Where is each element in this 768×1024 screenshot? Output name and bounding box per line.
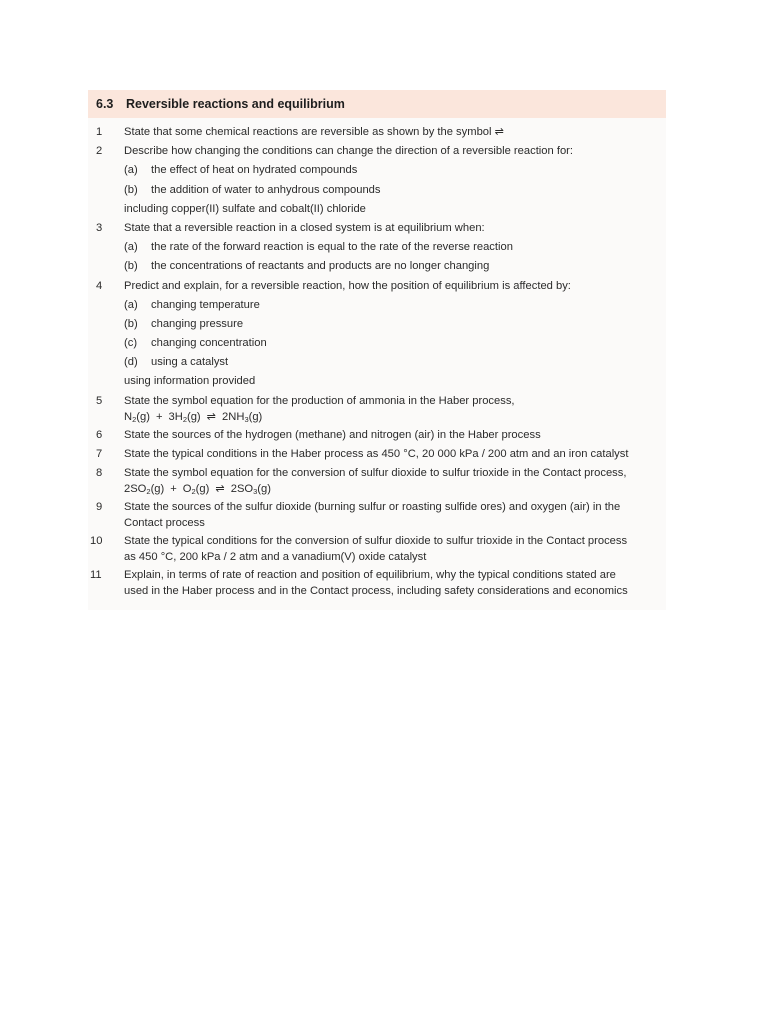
list-item [88,393,666,427]
item-text: State the typical conditions in the Haber process as 450 °C, 20 000 kPa / 200 atm and an iron catalyst [124,447,629,460]
sub-item-letter: (d) [124,356,138,369]
item-number: 10 [90,535,103,547]
section-header [88,90,666,118]
item-text: Predict and explain, for a reversible reaction, how the position of equilibrium is affected by: [124,279,571,292]
eq-plus: + [170,483,177,495]
eq-state: (g) [195,483,210,495]
eq-term: O [182,483,192,495]
sub-item-text: changing pressure [151,317,244,330]
list-item [88,446,666,465]
item-text-line: Explain, in terms of rate of reaction and position of equilibrium, why the typical conditions stated are [124,569,616,581]
item-number: 3 [96,221,103,234]
eq-subscript: 2 [132,414,137,424]
list-item [88,124,666,143]
eq-subscript: 2 [191,487,196,496]
list-item [88,465,666,499]
objectives-list [88,124,666,601]
sub-item [88,316,666,335]
list-item [88,427,666,446]
item-number: 9 [96,501,103,513]
item-number: 11 [90,569,102,581]
item-text: State that some chemical reactions are reversible as shown by the symbol ⇌ [124,126,504,138]
item-number: 4 [96,279,103,292]
eq-state: (g) [248,410,263,423]
item-continuation [88,201,666,220]
section-number: 6.3 [96,97,114,111]
eq-arrow: ⇌ [206,410,217,423]
eq-subscript: 3 [244,414,249,424]
item-text [124,393,664,425]
item-text-line: State the symbol equation for the production of ammonia in the Haber process, [124,394,515,407]
sub-item-letter: (a) [124,298,138,311]
eq-state: (g) [150,483,165,495]
sub-item [88,182,666,201]
sub-item-letter: (b) [124,317,138,330]
contact-equation [124,481,664,497]
sub-item-text: changing concentration [151,337,267,350]
sub-item [88,239,666,258]
item-text: State that a reversible reaction in a closed system is at equilibrium when: [124,221,485,234]
list-item [88,499,666,533]
item-text-line: Contact process [124,517,205,529]
sub-item [88,162,666,181]
item-text [124,465,664,497]
item-text [124,567,664,599]
sub-item-text: changing temperature [151,298,260,311]
item-text: State the sources of the hydrogen (methane) and nitrogen (air) in the Haber process [124,428,541,441]
list-item [88,533,666,567]
sub-item [88,354,666,373]
sub-item-letter: (b) [124,183,138,196]
item-text-line: used in the Haber process and in the Contact process, including safety considerations and economics [124,585,628,597]
item-text-line: State the sources of the sulfur dioxide (burning sulfur or roasting sulfide ores) and oxygen (air) in the [124,501,621,513]
item-text-line: State the typical conditions for the conversion of sulfur dioxide to sulfur trioxide in the Contact process [124,535,628,547]
sub-item-letter: (a) [124,164,138,177]
eq-state: (g) [186,410,201,423]
item-number: 6 [96,428,103,441]
item-number: 8 [96,467,103,479]
ammonia-equation [124,409,664,425]
section-title: Reversible reactions and equilibrium [126,97,345,111]
item-text-line: State the symbol equation for the conversion of sulfur dioxide to sulfur trioxide in the Contact process, [124,467,627,479]
item-number: 5 [96,394,103,407]
list-item [88,143,666,162]
eq-subscript: 2 [146,487,151,496]
sub-item-text: the concentrations of reactants and products are no longer changing [151,260,490,273]
item-continuation-text: including copper(II) sulfate and cobalt(II) chloride [124,202,366,215]
eq-term: 2NH [222,410,245,423]
sub-item-text: the rate of the forward reaction is equal to the rate of the reverse reaction [151,241,513,254]
eq-state: (g) [257,483,271,495]
eq-term: 3H [168,410,183,423]
sub-item [88,297,666,316]
item-number: 2 [96,145,103,158]
list-item [88,567,666,601]
eq-state: (g) [136,410,150,423]
eq-arrow: ⇌ [215,483,225,495]
item-continuation [88,373,666,392]
eq-term: N [124,410,133,423]
eq-subscript: 3 [253,487,258,496]
sub-item-text: using a catalyst [151,356,229,369]
item-text [124,533,664,565]
item-text: Describe how changing the conditions can change the direction of a reversible reaction for: [124,145,574,158]
sub-item [88,258,666,277]
sub-item [88,335,666,354]
list-item [88,278,666,297]
item-number: 7 [96,447,103,460]
item-text-line: as 450 °C, 200 kPa / 2 atm and a vanadium(V) oxide catalyst [124,551,427,563]
eq-plus: + [155,410,163,423]
sub-item-text: the addition of water to anhydrous compounds [151,183,381,196]
item-number: 1 [96,126,103,138]
item-text [124,499,664,531]
sub-item-letter: (a) [124,241,138,254]
sub-item-text: the effect of heat on hydrated compounds [151,164,358,177]
list-item [88,220,666,239]
sub-item-letter: (b) [124,260,138,273]
eq-term: 2SO [124,483,147,495]
eq-subscript: 2 [182,414,187,424]
sub-item-letter: (c) [124,337,138,350]
eq-term: 2SO [230,483,254,495]
item-continuation-text: using information provided [124,375,256,388]
